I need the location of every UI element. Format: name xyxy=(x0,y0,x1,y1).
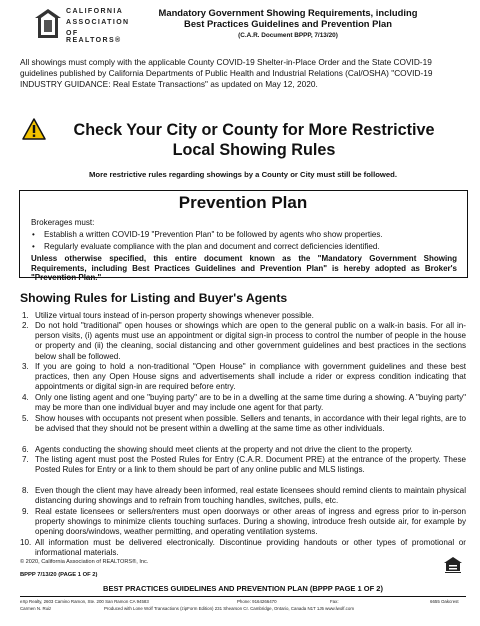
rule-number: 1. xyxy=(22,311,29,320)
warning-heading xyxy=(20,116,466,162)
title-line-2: Best Practices Guidelines and Prevention Plan xyxy=(184,18,392,29)
equal-housing-opportunity-icon xyxy=(443,556,463,574)
rule-text: Real estate licensees or sellers/renters must open doorways or other areas of ingress and egress prior to in-person property showings to minimize clients touching surfaces. During a showing, introduce fresh outside air, for example by opening doors/windows, weather permitting, and operating ventilation systems. xyxy=(35,507,466,537)
rule-text: Show houses with occupants not present when possible. Sellers and tenants, in accordance with their legal rights, are to be advised that they should not be present within a dwelling at the same time as other individuals. xyxy=(35,414,466,434)
warning-title xyxy=(44,120,464,160)
rule-number: 3. xyxy=(22,362,29,371)
prevention-plan-title: Prevention Plan xyxy=(178,193,308,212)
rule-item xyxy=(20,538,466,558)
broker-address: eXp Realty, 2603 Camino Ramon, Ste. 200 San Ramon CA 94583 xyxy=(20,599,149,604)
form-identifier: BPPP 7/13/20 (PAGE 1 OF 2) xyxy=(20,572,98,578)
rule-text: Utilize virtual tours instead of in-person property showings whenever possible. xyxy=(35,311,314,320)
rule-item xyxy=(20,455,466,475)
footer-divider xyxy=(20,596,466,597)
rule-text: If you are going to hold a non-traditional "Open House" in compliance with government guidelines and these best practices, then any Open House signs and advertisements shall include a rider or express condition indicating that appointments or digital sign-in are required before entry. xyxy=(35,362,466,392)
rule-number: 5. xyxy=(22,414,29,423)
bullet-text: Regularly evaluate compliance with the plan and document and correct deficiencies identified. xyxy=(44,242,380,251)
rules-section-title: Showing Rules for Listing and Buyer's Agents xyxy=(20,291,288,305)
document-subtitle: (C.A.R. Document BPPP, 7/13/20) xyxy=(238,32,338,39)
rule-item xyxy=(20,445,466,455)
document-title xyxy=(138,7,438,29)
logo-line-2: ASSOCIATION xyxy=(66,19,130,26)
rule-item xyxy=(20,311,466,321)
rule-item xyxy=(20,393,466,413)
title-line-1: Mandatory Government Showing Requirements, including xyxy=(158,7,418,18)
warning-triangle-icon xyxy=(22,118,46,140)
rule-item xyxy=(20,507,466,538)
prevention-plan-intro: Brokerages must: xyxy=(31,218,95,227)
warning-subtitle: More restrictive rules regarding showings by a County or City must still be followed. xyxy=(89,170,397,179)
producer-line: Produced with Lone Wolf Transactions (zipForm Edition) 231 Shearson Cr. Cambridge, Ontario, Canada N1T 1J5 www.lwolf.com xyxy=(104,606,354,611)
realtor-house-logo-icon xyxy=(34,8,62,40)
prevention-plan-note: Unless otherwise specified, this entire document known as the "Mandatory Government Showing Requirements, including Best Practices Guidelines and Prevention Plan" is hereby adopted as Broker's "Prevention Plan." xyxy=(31,254,457,283)
rule-number: 7. xyxy=(22,455,29,464)
document-header xyxy=(0,0,480,52)
prevention-plan-bullet xyxy=(32,242,454,251)
rule-item xyxy=(20,321,466,362)
logo-line-1: CALIFORNIA xyxy=(66,8,124,15)
rule-text: Even though the client may have already been informed, real estate licensees should remind clients to maintain physical distancing during showings and to refrain from touching handles, switches, pulls, etc. xyxy=(35,486,466,506)
rule-item xyxy=(20,362,466,393)
prevention-plan-bullet xyxy=(32,230,454,239)
copyright-text: © 2020, California Association of REALTORS®, Inc. xyxy=(20,559,149,565)
rule-text: All information must be delivered electronically. Discontinue providing handouts or other types of promotional or informational materials. xyxy=(35,538,466,558)
rule-number: 10. xyxy=(20,538,32,547)
rule-item xyxy=(20,486,466,506)
broker-phone: Phone: 9164266470 xyxy=(237,599,277,604)
footer-title: BEST PRACTICES GUIDELINES AND PREVENTION PLAN (BPPP PAGE 1 OF 2) xyxy=(103,584,383,593)
bullet-icon: • xyxy=(32,230,35,239)
rule-text: Agents conducting the showing should meet clients at the property and not drive the client to the property. xyxy=(35,445,413,454)
warning-title-line-2: Local Showing Rules xyxy=(172,141,336,159)
rule-number: 6. xyxy=(22,445,29,454)
warning-title-line-1: Check Your City or County for More Restrictive xyxy=(73,121,435,139)
intro-paragraph: All showings must comply with the applicable County COVID-19 Shelter-in-Place Order and the State COVID-19 guidelines published by California Departments of Public Health and Industrial Relations (Cal/OSHA) "COVID-19 INDUSTRY GUIDANCE: Real Estate Transactions" as updated on May 12, 2020. xyxy=(20,57,433,89)
rule-number: 2. xyxy=(22,321,29,330)
bullet-icon: • xyxy=(32,242,35,251)
property-name: 6655 Oakcrest xyxy=(430,599,459,604)
rule-number: 9. xyxy=(22,507,29,516)
rule-number: 4. xyxy=(22,393,29,402)
car-logo xyxy=(34,6,134,46)
prevention-plan-box xyxy=(19,190,468,283)
rule-text: The listing agent must post the Posted Rules for Entry (C.A.R. Document PRE) at the entrance of the property. These Posted Rules for Entry or a link to them should be part of any online public and MLS listings. xyxy=(35,455,466,475)
logo-line-3: OF REALTORS® xyxy=(66,30,122,44)
rule-text: Do not hold "traditional" open houses or showings which are open to the general public on a walk-in basis. For all in-person visits, (i) agents must use an appointment or digital sign-in process to control the number of people in the house or property and (ii) the cleaning, social distancing and other government guidelines and best practices in the sections below shall be followed. xyxy=(35,321,466,361)
rule-number: 8. xyxy=(22,486,29,495)
agent-name: Carmen N. Ruiz xyxy=(20,606,52,611)
rule-text: Only one listing agent and one "buying party" are to be in a dwelling at the same time during a showing. A "buying party" may be more than one individual buyer and may include one agent for that party. xyxy=(35,393,466,413)
rule-item xyxy=(20,414,466,434)
broker-fax: Fax: xyxy=(330,599,339,604)
bullet-text: Establish a written COVID-19 "Prevention Plan" to be followed by agents who show properties. xyxy=(44,230,383,239)
